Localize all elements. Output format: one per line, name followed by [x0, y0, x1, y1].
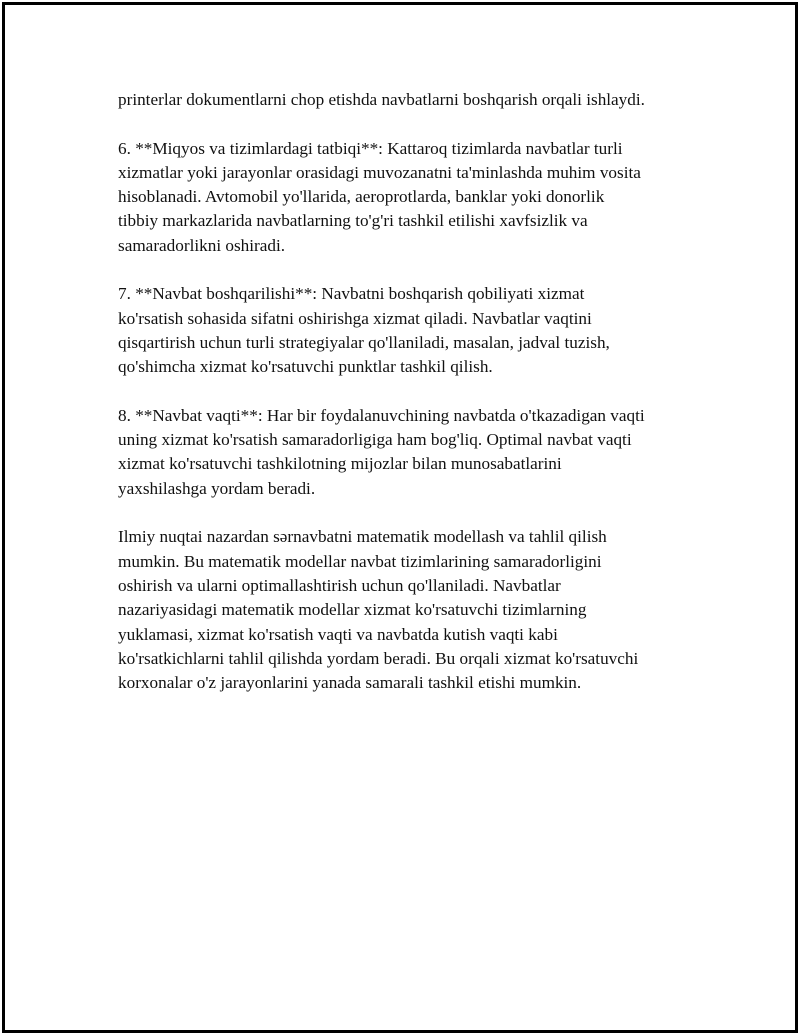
- paragraph-item-7: [118, 282, 703, 379]
- text-line: uning xizmat ko'rsatish samaradorligiga ham bog'liq. Optimal navbat vaqti: [118, 430, 632, 450]
- text-line: qo'shimcha xizmat ko'rsatuvchi punktlar tashkil qilish.: [118, 357, 493, 377]
- text-line: oshirish va ularni optimallashtirish uchun qo'llaniladi. Navbatlar: [118, 575, 561, 595]
- text-line: korxonalar o'z jarayonlarini yanada samarali tashkil etishi mumkin.: [118, 673, 582, 693]
- paragraph-conclusion: [118, 525, 703, 695]
- text-line: mumkin. Bu matematik modellar navbat tizimlarining samaradorligini: [118, 551, 602, 571]
- paragraph-continuation: [118, 88, 703, 112]
- text-line: 6. **Miqyos va tizimlardagi tatbiqi**: Kattaroq tizimlarda navbatlar turli: [118, 138, 623, 158]
- text-line: ko'rsatish sohasida sifatni oshirishga xizmat qiladi. Navbatlar vaqtini: [118, 308, 592, 328]
- paragraph-item-6: [118, 137, 703, 258]
- text-line: qisqartirish uchun turli strategiyalar qo'llaniladi, masalan, jadval tuzish,: [118, 332, 610, 352]
- text-line: xizmat ko'rsatuvchi tashkilotning mijozlar bilan munosabatlarini: [118, 454, 562, 474]
- text-line: ko'rsatkichlarni tahlil qilishda yordam beradi. Bu orqali xizmat ko'rsatuvchi: [118, 648, 639, 668]
- text-line: hisoblanadi. Avtomobil yo'llarida, aeroprotlarda, banklar yoki donorlik: [118, 187, 605, 207]
- text-line: tibbiy markazlarida navbatlarning to'g'ri tashkil etilishi xavfsizlik va: [118, 211, 588, 231]
- text-line: 7. **Navbat boshqarilishi**: Navbatni boshqarish qobiliyati xizmat: [118, 284, 585, 304]
- text-line: Ilmiy nuqtai nazardan sərnavbatni matematik modellash va tahlil qilish: [118, 527, 607, 547]
- document-body: [118, 88, 703, 720]
- text-line: printerlar dokumentlarni chop etishda navbatlarni boshqarish orqali ishlaydi.: [118, 90, 645, 109]
- text-line: yaxshilashga yordam beradi.: [118, 478, 316, 498]
- text-line: yuklamasi, xizmat ko'rsatish vaqti va navbatda kutish vaqti kabi: [118, 624, 558, 644]
- paragraph-item-8: [118, 404, 703, 501]
- text-line: xizmatlar yoki jarayonlar orasidagi muvozanatni ta'minlashda muhim vosita: [118, 162, 641, 182]
- text-line: nazariyasidagi matematik modellar xizmat ko'rsatuvchi tizimlarning: [118, 600, 587, 620]
- text-line: samaradorlikni oshiradi.: [118, 235, 286, 255]
- text-line: 8. **Navbat vaqti**: Har bir foydalanuvchining navbatda o'tkazadigan vaqti: [118, 405, 645, 425]
